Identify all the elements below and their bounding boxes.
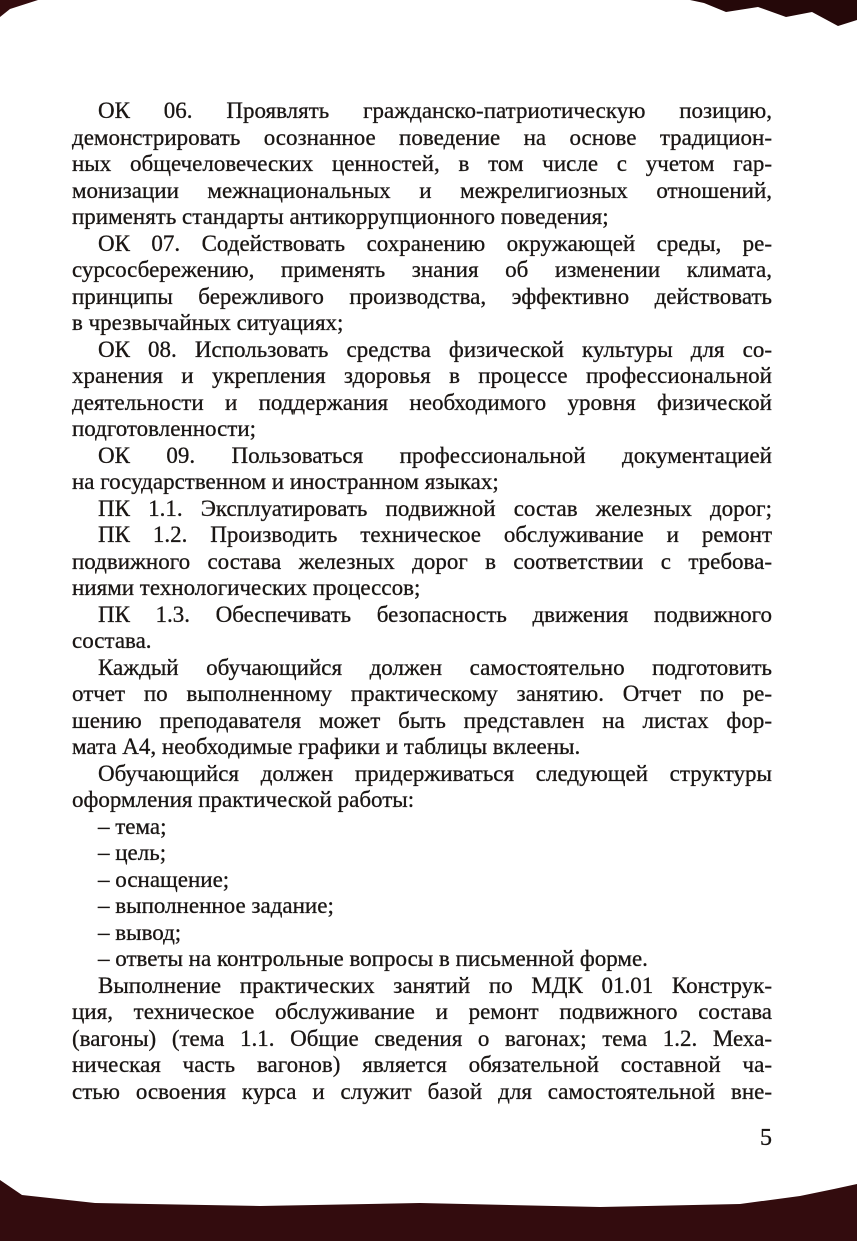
- text-line: ПК 1.3. Обеспечивать безопасность движения подвижного: [98, 601, 772, 627]
- text-line: ПК 1.1. Эксплуатировать подвижной состав железных дорог;: [98, 495, 772, 521]
- text-line: ОК 07. Содействовать сохранению окружающей среды, ре-: [98, 230, 772, 256]
- text-line: ных общечеловеческих ценностей, в том числе с учетом гар-: [72, 151, 772, 176]
- list-item-line: – оснащение;: [98, 866, 230, 892]
- text-line: демонстрировать осознанное поведение на основе традицион-: [72, 124, 772, 150]
- text-line: ПК 1.2. Производить техническое обслуживание и ремонт: [98, 522, 772, 547]
- text-line: Обучающийся должен придерживаться следующей структуры: [98, 760, 772, 786]
- text-line: ОК 08. Использовать средства физической культуры для со-: [98, 336, 772, 362]
- text-line: Выполнение практических занятий по МДК 01.01 Конструк-: [98, 972, 772, 998]
- scan-artifact-top-right-icon: [690, 0, 857, 26]
- list-item-line: – выполненное задание;: [98, 893, 334, 918]
- text-line: ОК 06. Проявлять гражданско-патриотическую позицию,: [98, 98, 772, 123]
- text-line: ниями технологических процессов;: [72, 575, 421, 600]
- text-line: ция, техническое обслуживание и ремонт подвижного состава: [72, 999, 772, 1024]
- text-line: на государственном и иностранном языках;: [72, 469, 499, 494]
- list-item-line: – ответы на контрольные вопросы в письменной форме.: [98, 946, 648, 971]
- text-line: подготовленности;: [72, 416, 257, 441]
- text-line: шению преподавателя может быть представлен на листах фор-: [72, 707, 772, 733]
- text-line: сурсосбережению, применять знания об изменении климата,: [72, 257, 772, 282]
- text-line: (вагоны) (тема 1.1. Общие сведения о вагонах; тема 1.2. Меха-: [72, 1025, 772, 1051]
- page-number: 5: [760, 1125, 772, 1151]
- text-line: мата А4, необходимые графики и таблицы вклеены.: [72, 734, 581, 759]
- text-line: ОК 09. Пользоваться профессиональной документацией: [98, 442, 772, 468]
- scan-artifact-top-left-icon: [0, 0, 38, 17]
- text-line: оформления практической работы:: [72, 787, 415, 812]
- text-line: хранения и укрепления здоровья в процессе профессиональной: [72, 363, 772, 388]
- list-item-line: – цель;: [98, 840, 167, 865]
- scan-artifact-bottom-icon: [0, 1180, 857, 1241]
- text-line: Каждый обучающийся должен самостоятельно подготовить: [98, 654, 772, 680]
- text-block: [72, 98, 772, 1105]
- text-line: применять стандарты антикоррупционного поведения;: [72, 204, 609, 229]
- text-line: в чрезвычайных ситуациях;: [72, 310, 344, 335]
- text-line: отчет по выполненному практическому занятию. Отчет по ре-: [72, 681, 772, 706]
- text-line: состава.: [72, 628, 152, 653]
- text-line: деятельности и поддержания необходимого уровня физической: [72, 389, 772, 415]
- text-line: ническая часть вагонов) является обязательной составной ча-: [72, 1052, 772, 1077]
- text-line: подвижного состава железных дорог в соответствии с требова-: [72, 548, 772, 574]
- list-item-line: – вывод;: [98, 919, 182, 945]
- list-item-line: – тема;: [98, 813, 167, 839]
- text-line: стью освоения курса и служит базой для самостоятельной вне-: [72, 1078, 772, 1104]
- text-line: монизации межнациональных и межрелигиозных отношений,: [72, 177, 772, 203]
- text-line: принципы бережливого производства, эффективно действовать: [72, 283, 772, 309]
